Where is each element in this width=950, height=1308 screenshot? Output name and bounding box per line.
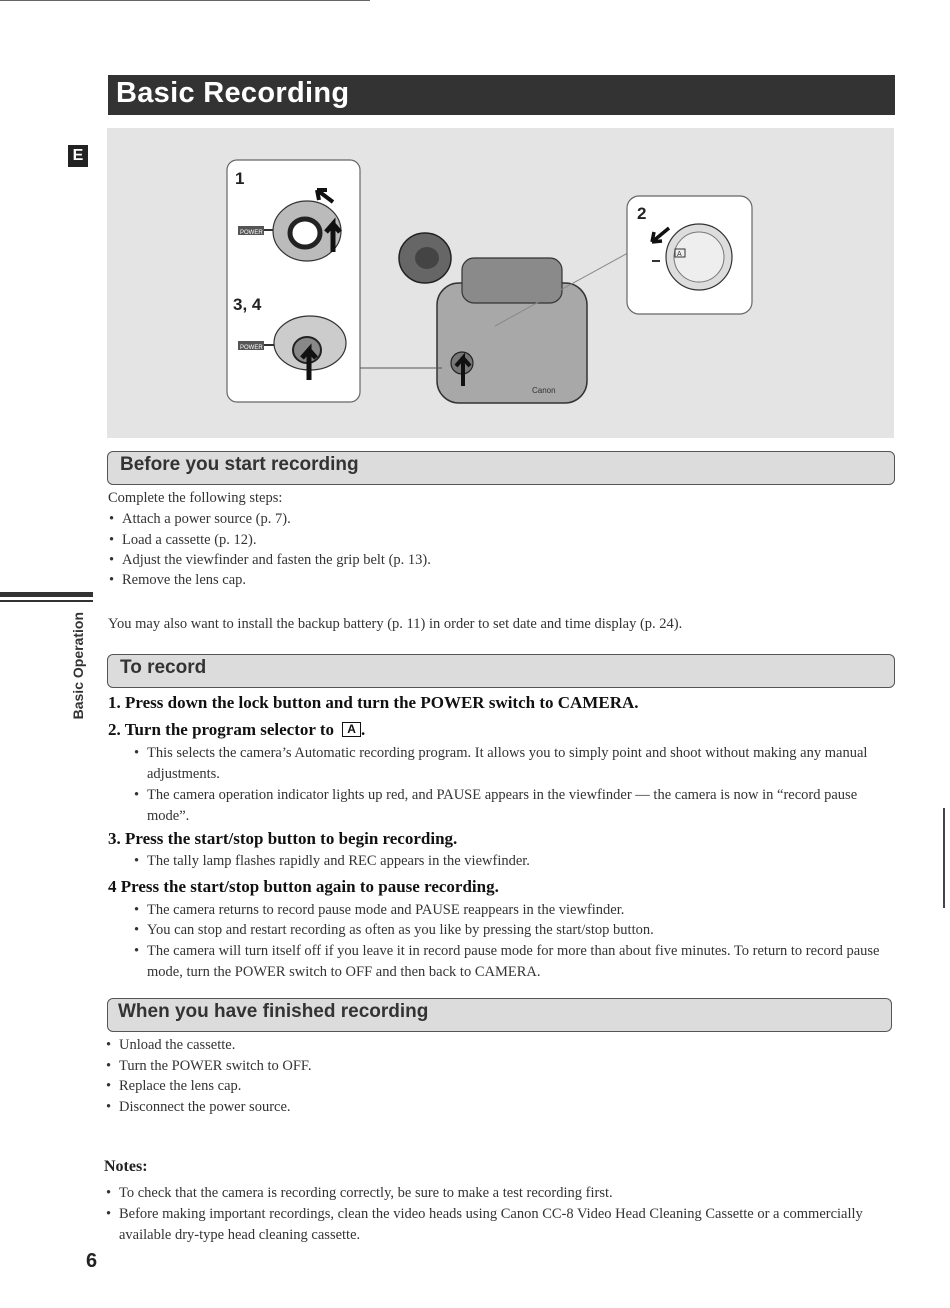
section-title-finished: When you have finished recording (118, 1001, 429, 1022)
power-label-2: POWER (240, 345, 263, 351)
label-2: 2 (637, 204, 647, 223)
label-1: 1 (235, 169, 245, 188)
camcorder-icon (399, 233, 587, 403)
label-3-4: 3, 4 (233, 295, 262, 314)
brand-label: Canon (532, 386, 556, 395)
step-2-text: 2. Turn the program selector to (108, 720, 335, 739)
section-header-record (107, 654, 895, 688)
step-2-end: . (360, 720, 366, 739)
finished-item: • Turn the POWER switch to OFF. (119, 1056, 311, 1077)
finished-item: • Disconnect the power source. (119, 1097, 291, 1118)
finished-item: • Replace the lens cap. (119, 1076, 241, 1097)
finished-item: • Unload the cassette. (119, 1035, 235, 1056)
right-margin-mark (943, 808, 945, 908)
step-2-item: • The camera operation indicator lights up red, and PAUSE appears in the viewfinder — the camera is now in “record pause mode”. (147, 785, 882, 826)
step-4-item: • The camera will turn itself off if you leave it in record pause mode for more than about five minutes. To return to record pause mode, turn the POWER switch to OFF and then back to CAMERA. (147, 941, 882, 982)
step-3-item: • The tally lamp flashes rapidly and REC appears in the viewfinder. (147, 851, 882, 872)
step-2 (108, 720, 365, 740)
step-4: 4 Press the start/stop button again to pause recording. (108, 877, 499, 896)
page-number: 6 (86, 1250, 98, 1272)
program-mode-label: A (677, 251, 682, 258)
camera-diagram (107, 128, 894, 438)
auto-mode-icon: A (342, 722, 361, 737)
section-title-record: To record (120, 657, 207, 678)
note-item: • Before making important recordings, clean the video heads using Canon CC-8 Video Head Cleaning Cassette or a commercially available dry-type head cleaning cassette. (119, 1204, 864, 1245)
notes-heading: Notes: (104, 1158, 148, 1175)
before-item: • Load a cassette (p. 12). (122, 530, 256, 551)
step-4-item: • You can stop and restart recording as often as you like by pressing the start/stop button. (147, 920, 882, 941)
before-item: • Remove the lens cap. (122, 570, 246, 591)
before-item: • Adjust the viewfinder and fasten the grip belt (p. 13). (122, 550, 431, 571)
side-label: Basic Operation (70, 612, 86, 720)
note-item: • To check that the camera is recording correctly, be sure to make a test recording first. (119, 1183, 879, 1204)
backup-battery-note: You may also want to install the backup battery (p. 11) in order to set date and time display (p. 24). (108, 616, 683, 632)
before-item: • Attach a power source (p. 7). (122, 509, 291, 530)
step-1: 1. Press down the lock button and turn the POWER switch to CAMERA. (108, 693, 639, 712)
step-2-item: • This selects the camera’s Automatic recording program. It allows you to simply point and shoot without making any manual adjustments. (147, 743, 882, 784)
section-title-before: Before you start recording (120, 454, 359, 475)
step-3: 3. Press the start/stop button to begin recording. (108, 829, 458, 848)
camera-illustration (107, 128, 894, 438)
page-title: Basic Recording (116, 77, 350, 109)
side-rule (0, 600, 93, 602)
top-rule (0, 0, 370, 1)
power-label-1: POWER (240, 230, 263, 236)
language-badge: E (68, 145, 88, 167)
before-intro: Complete the following steps: (108, 490, 283, 506)
side-rule (0, 592, 93, 597)
step-4-item: • The camera returns to record pause mode and PAUSE reappears in the viewfinder. (147, 900, 882, 921)
